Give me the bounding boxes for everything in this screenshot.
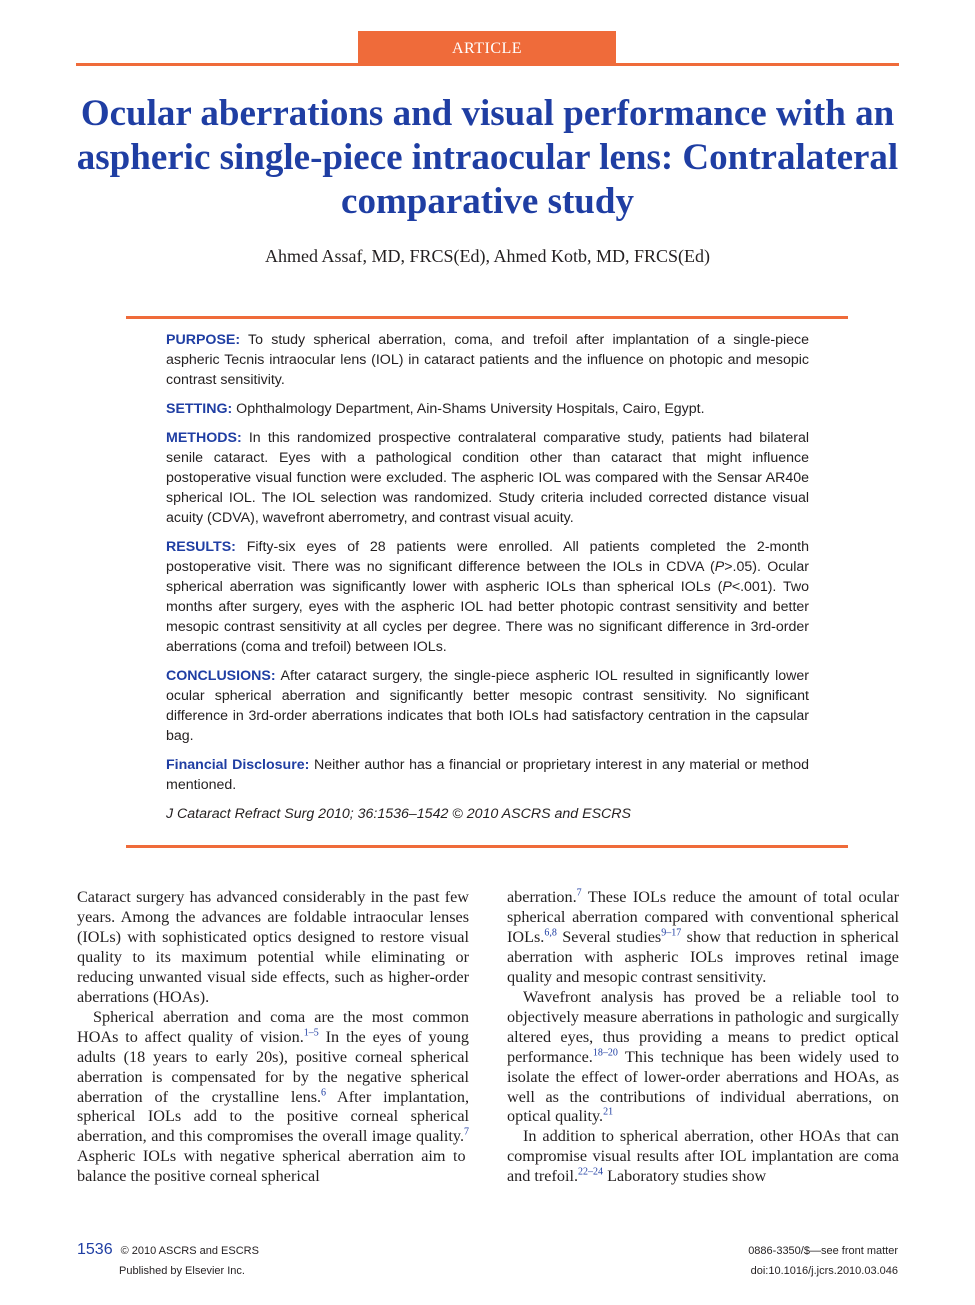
footer-issn: 0886-3350/$—see front matter — [748, 1245, 898, 1257]
methods-label: METHODS: — [166, 430, 242, 446]
body-column-left — [77, 888, 469, 1187]
reference-link[interactable]: 21 — [603, 1107, 614, 1119]
abstract-methods — [166, 428, 809, 528]
results-text: <.001). Two months after surgery, eyes with the aspheric IOL had better photopic contrast sensitivity and better mesopic contrast sensitivity at all cycles per degree. There was no significant difference in 3rd-order aberrations (coma and trefoil) between IOLs. — [166, 579, 809, 655]
abstract-top-rule — [126, 316, 848, 319]
results-label: RESULTS: — [166, 539, 236, 555]
body-column-right — [507, 888, 899, 1187]
paragraph-text: Several studies — [556, 927, 662, 946]
section-tag: ARTICLE — [358, 31, 616, 64]
footer-publisher: Published by Elsevier Inc. — [119, 1265, 245, 1277]
header-rule — [76, 63, 899, 66]
results-text: Fifty-six eyes of 28 patients were enrolled. All patients completed the 2-month postoperative visit. There was no significant difference between the IOLs in CDVA ( — [166, 539, 809, 575]
reference-link[interactable]: 6,8 — [544, 927, 557, 939]
reference-link[interactable]: 1–5 — [303, 1027, 319, 1039]
abstract-bottom-rule — [126, 845, 848, 848]
abstract-setting — [166, 399, 809, 419]
footer-doi[interactable]: doi:10.1016/j.jcrs.2010.03.046 — [750, 1265, 898, 1277]
paragraph-text: In addition to spherical aberration, other HOAs that can compromise visual results after IOL implantation are coma and trefoil. — [507, 1127, 899, 1186]
abstract-results — [166, 537, 809, 657]
paragraph-text: This technique has been widely used to isolate the effect of lower-order aberrations and HOAs, as well as the contributions of individual aberrations, on optical quality. — [507, 1047, 899, 1126]
paragraph-text: show that reduction in spherical aberration with aspheric IOLs improves retinal image quality and mesopic contrast sensitivity. — [507, 927, 899, 986]
reference-link[interactable]: 6 — [321, 1087, 327, 1099]
paragraph-text: After implantation, spherical IOLs add to the positive corneal spherical aberration, and this compromises the overall image quality. — [77, 1087, 469, 1146]
reference-link[interactable]: 9–17 — [661, 927, 682, 939]
author-list: Ahmed Assaf, MD, FRCS(Ed), Ahmed Kotb, MD, FRCS(Ed) — [264, 246, 711, 266]
disclosure-text: Neither author has a financial or proprietary interest in any material or method mentioned. — [166, 757, 809, 793]
results-text: >.05). Ocular spherical aberration was significantly lower with aspheric IOLs than spherical IOLs ( — [166, 559, 809, 595]
conclusions-text: After cataract surgery, the single-piece aspheric IOL resulted in significantly lower ocular spherical aberration and significantly better mesopic contrast sensitivity. No significant difference in 3rd-order aberrations indicates that both IOLs had satisfactory centration in the capsular bag. — [166, 668, 809, 744]
footer-right — [748, 1240, 898, 1281]
p-value-symbol: P — [714, 559, 725, 575]
reference-link[interactable]: 7 — [464, 1127, 469, 1139]
reference-link[interactable]: 7 — [576, 887, 582, 899]
paragraph — [507, 888, 899, 988]
paragraph: Cataract surgery has advanced considerably in the past few years. Among the advances are foldable intraocular lenses (IOLs) with sophisticated optics designed to restore visual quality to its maximum potential while eliminating or reducing unwanted visual side effects, such as higher-order aberrations (HOAs). — [77, 888, 469, 1006]
paragraph-text: Aspheric IOLs with negative spherical aberration aim to balance the positive corneal spherical — [77, 1147, 466, 1186]
paragraph — [507, 988, 899, 1128]
abstract-disclosure — [166, 755, 809, 795]
page-number: 1536 — [77, 1241, 113, 1258]
journal-citation: J Cataract Refract Surg 2010; 36:1536–1542 © 2010 ASCRS and ESCRS — [166, 806, 631, 822]
abstract-purpose — [166, 330, 809, 390]
paragraph-text: Spherical aberration and coma are the most common HOAs to affect quality of vision. — [77, 1007, 469, 1046]
paragraph-text: Laboratory studies show — [603, 1167, 767, 1186]
setting-text: Ophthalmology Department, Ain-Shams University Hospitals, Cairo, Egypt. — [236, 401, 705, 417]
reference-link[interactable]: 22–24 — [578, 1166, 604, 1178]
conclusions-label: CONCLUSIONS: — [166, 668, 276, 684]
reference-link[interactable]: 18–20 — [592, 1047, 618, 1059]
setting-label: SETTING: — [166, 401, 233, 417]
disclosure-label: Financial Disclosure: — [166, 757, 310, 773]
footer-copyright: © 2010 ASCRS and ESCRS — [120, 1245, 259, 1257]
paragraph-text: In the eyes of young adults (18 years to early 20s), positive corneal spherical aberration is compensated for by the negative spherical aberration of the crystalline lens. — [77, 1027, 469, 1106]
footer-left — [77, 1240, 259, 1281]
paragraph-text: Wavefront analysis has proved be a reliable tool to objectively measure aberrations in pathologic and surgically altered eyes, thus providing a means to predict optical performance. — [507, 987, 899, 1066]
paragraph — [77, 1008, 469, 1188]
paragraph-text: aberration. — [507, 888, 577, 906]
purpose-label: PURPOSE: — [166, 332, 241, 348]
p-value-symbol: P — [722, 579, 732, 595]
abstract-conclusions — [166, 666, 809, 746]
purpose-text: To study spherical aberration, coma, and trefoil after implantation of a single-piece aspheric Tecnis intraocular lens (IOL) in cataract patients and the influence on photopic and mesopic contrast sensitivity. — [166, 332, 809, 388]
article-title: Ocular aberrations and visual performance with an aspheric single-piece intraocular lens: Contralateral comparative study — [76, 93, 899, 222]
paragraph — [507, 1127, 899, 1187]
methods-text: In this randomized prospective contralateral comparative study, patients had bilateral senile cataract. Eyes with a pathological condition other than cataract that might influence postoperative visual function were excluded. The aspheric IOL was compared with the Sensar AR40e spherical IOL. The IOL selection was randomized. Study criteria included corrected distance visual acuity (CDVA), wavefront aberrometry, and contrast visual acuity. — [166, 430, 809, 526]
paragraph-text: These IOLs reduce the amount of total ocular spherical aberration compared with conventional spherical IOLs. — [507, 888, 899, 946]
abstract — [166, 330, 809, 833]
